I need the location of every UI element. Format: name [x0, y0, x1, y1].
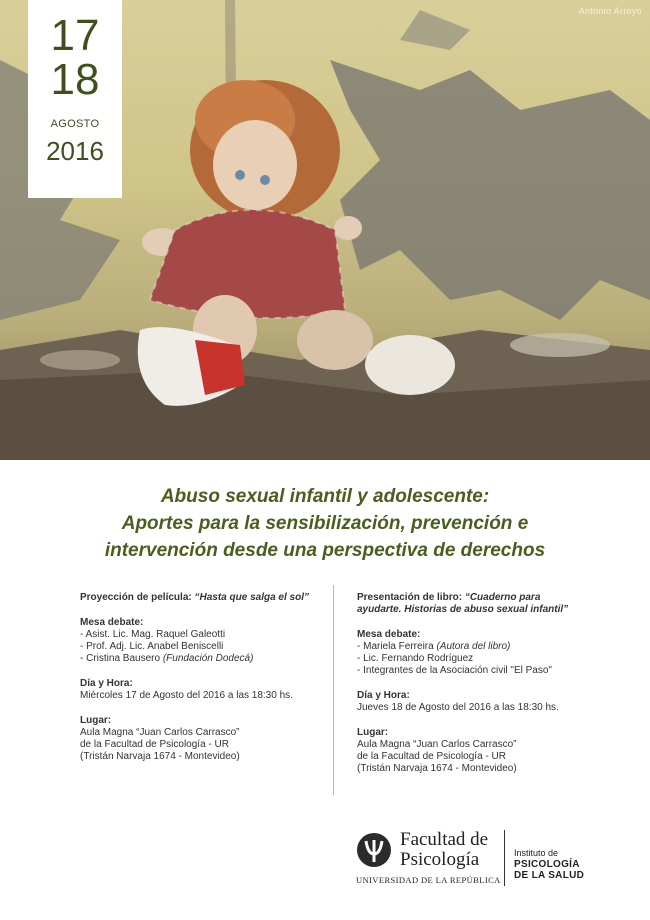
left-where-line: (Tristán Narvaja 1674 - Montevideo) [80, 751, 240, 762]
date-year: 2016 [46, 136, 104, 166]
institute-name: Instituto de PSICOLOGÍA DE LA SALUD [514, 848, 585, 881]
right-event [357, 592, 607, 604]
column-divider [333, 585, 334, 795]
right-when: Jueves 18 de Agosto del 2016 a las 18:30 hs. [357, 702, 559, 713]
left-debate-item: - Asist. Lic. Mag. Raquel Galeotti [80, 629, 226, 640]
right-event-title-2: ayudarte. Historias de abuso sexual infantil” [357, 604, 569, 615]
right-debate-label: Mesa debate: [357, 629, 421, 640]
left-when-label: Día y Hora: [80, 678, 133, 689]
date-month: AGOSTO [50, 118, 100, 130]
left-column [80, 592, 320, 763]
event-title [0, 483, 650, 564]
psi-logo-icon [356, 832, 392, 868]
right-debate-item: - Integrantes de la Asociación civil "El Paso" [357, 665, 552, 676]
university-name: UNIVERSIDAD DE LA REPÚBLICA [356, 875, 501, 885]
date-day-2: 18 [50, 55, 100, 104]
date-day-1: 17 [50, 11, 100, 60]
right-debate-item: - Lic. Fernando Rodríguez [357, 653, 474, 664]
title-line-1: Abuso sexual infantil y adolescente: [160, 486, 490, 507]
right-debate-item: - Mariela Ferreira (Autora del libro) [357, 641, 511, 652]
right-event-title-1: “Cuaderno para [464, 592, 541, 603]
date-box [28, 0, 122, 198]
left-when: Miércoles 17 de Agosto del 2016 a las 18:30 hs. [80, 690, 293, 701]
left-where-line: de la Facultad de Psicología - UR [80, 739, 229, 750]
title-line-2: Aportes para la sensibilización, prevención e [121, 513, 529, 534]
left-where-line: Aula Magna “Juan Carlos Carrasco” [80, 727, 240, 738]
left-debate-label: Mesa debate: [80, 617, 144, 628]
right-column [357, 592, 607, 775]
right-event-label: Presentación de libro: [357, 592, 463, 603]
right-where-line: Aula Magna “Juan Carlos Carrasco” [357, 739, 517, 750]
left-debate-item: - Cristina Bausero (Fundación Dodecá) [80, 653, 254, 664]
left-where-label: Lugar: [80, 715, 112, 726]
faculty-name: Facultad de Psicología [400, 829, 489, 870]
left-debate-item: - Prof. Adj. Lic. Anabel Beniscelli [80, 641, 224, 652]
right-where-line: (Tristán Narvaja 1674 - Montevideo) [357, 763, 517, 774]
left-event-title: “Hasta que salga el sol” [194, 592, 309, 603]
left-event [80, 592, 320, 604]
title-line-3: intervención desde una perspectiva de derechos [104, 540, 546, 561]
logo-separator [504, 830, 505, 886]
left-event-label: Proyección de película: [80, 592, 192, 603]
right-when-label: Día y Hora: [357, 690, 410, 701]
right-where-label: Lugar: [357, 727, 389, 738]
footer-logos [356, 828, 616, 888]
photo-credit: Antonio Arroyo [578, 6, 642, 16]
right-where-line: de la Facultad de Psicología - UR [357, 751, 506, 762]
